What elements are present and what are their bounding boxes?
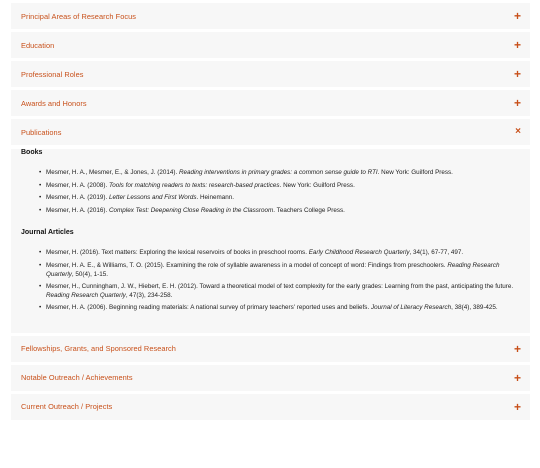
accordion-current-outreach[interactable] — [11, 394, 530, 420]
books-heading: Books — [21, 149, 43, 156]
accordion-label: Awards and Honors — [21, 98, 87, 108]
plus-icon: + — [513, 67, 521, 81]
close-icon: × — [515, 126, 521, 137]
plus-icon: + — [513, 370, 521, 385]
accordion-label: Principal Areas of Research Focus — [21, 11, 137, 21]
journal-reference: • Mesmer, H. A. E., & Williams, T. O. (2015). Examining the role of syllable awareness in a model of concept of word: Findings from preschoolers. Reading Research Quarterly, 50(4), 1-15. — [39, 262, 519, 279]
publications-panel — [11, 149, 530, 333]
book-reference: • Mesmer, H. A. (2016). Complex Test: Deepening Close Reading in the Classroom. Teachers College Press. — [39, 207, 519, 216]
accordion-label: Publications — [21, 127, 62, 137]
plus-icon: + — [513, 96, 521, 110]
accordion-awards[interactable] — [11, 90, 530, 116]
accordion-label: Current Outreach / Projects — [21, 402, 113, 412]
books-list — [39, 169, 520, 215]
plus-icon: + — [513, 399, 521, 414]
book-reference: • Mesmer, H. A., Mesmer, E., & Jones, J. (2014). Reading interventions in primary grades: a common sense guide to RTI. New York: Guilford Press. — [39, 169, 519, 178]
accordion-education[interactable] — [11, 32, 530, 58]
accordion-fellowships[interactable] — [11, 336, 530, 362]
journal-reference: • Mesmer, H. (2016). Text matters: Exploring the lexical reservoirs of books in preschool rooms. Early Childhood Research Quarterly, 34(1), 67-77, 497. — [39, 249, 519, 258]
book-reference: • Mesmer, H. A. (2019). Letter Lessons and First Words. Heinemann. — [39, 194, 519, 203]
accordion-label: Professional Roles — [21, 69, 84, 79]
accordion-professional-roles[interactable] — [11, 61, 530, 87]
accordion-label: Education — [21, 40, 55, 50]
accordion-label: Fellowships, Grants, and Sponsored Research — [21, 344, 176, 354]
accordion-notable-outreach[interactable] — [11, 365, 530, 391]
plus-icon: + — [513, 38, 521, 52]
journal-reference: • Mesmer, H., Cunningham, J. W., Hiebert, E. H. (2012). Toward a theoretical model of text complexity for the early grades: Learning from the past, anticipating the future. Reading Research Quarterly, 47(3), 234-258. — [39, 283, 519, 300]
accordion-label: Notable Outreach / Achievements — [21, 373, 133, 383]
accordion-list — [11, 3, 530, 423]
plus-icon: + — [513, 341, 521, 356]
plus-icon: + — [513, 9, 521, 23]
book-reference: • Mesmer, H. A. (2008). Tools for matching readers to texts: research-based practices. New York: Guilford Press. — [39, 182, 519, 191]
accordion-research-focus[interactable] — [11, 3, 530, 29]
journals-list — [39, 249, 520, 313]
journal-reference: • Mesmer, H. A. (2006). Beginning reading materials: A national survey of primary teachers' reported uses and beliefs. Journal of Literacy Research, 38(4), 389-425. — [39, 304, 519, 313]
accordion-publications[interactable] — [11, 119, 530, 145]
journals-heading: Journal Articles — [21, 229, 74, 237]
